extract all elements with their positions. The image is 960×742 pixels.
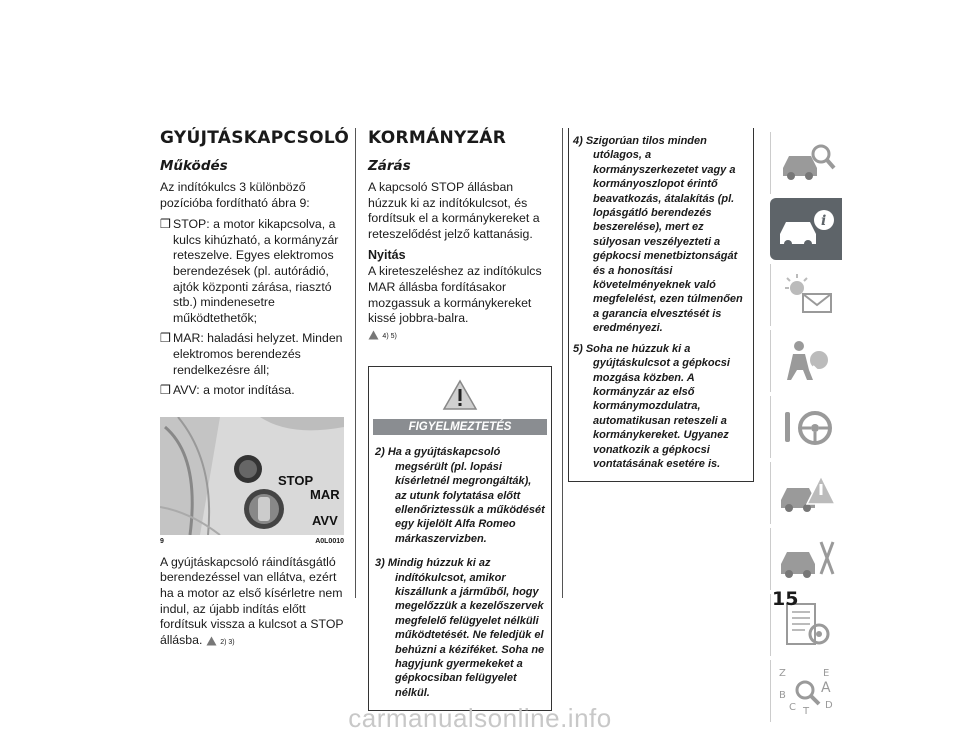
- warning-item: 5) Soha ne húzzuk ki a gyújtáskulcsot a gépkocsi mozgása közben. A kormányzár az első kormánymozdulatra, automatikusan reteszeli a kormánykereket. Ugyanez vonatkozik a gépkocsi vontatásának esetére is.: [573, 342, 730, 470]
- warning-item: 4) Szigorúan tilos minden utólagos, a kormányszerkezetet vagy a kormányoszlopot érintő beavatkozás, átalakítás (pl. lopásgátló berendezés beszerelése), mert ez súlyosan veszélyezteti a gépkocsi menetbiztonságát és a honosítási követelményeknek való megfelelést, ezen túlmenően a garancia elvesztését is eredményezi.: [573, 135, 743, 335]
- tab-car-search[interactable]: [770, 132, 843, 194]
- unlocking-text: A kireteszeléshez az indítókulcs MAR állásba fordításakor mozgassuk a kormánykereket kissé jobbra-balra. 4) 5): [368, 264, 542, 340]
- column-divider: [562, 128, 563, 598]
- subtitle-operation: Működés: [160, 158, 228, 174]
- svg-text:i: i: [821, 213, 827, 229]
- figure-code: A0L0010: [315, 537, 344, 545]
- index-letter: T: [803, 706, 810, 716]
- airbag-person-icon: [777, 336, 837, 386]
- tab-safety[interactable]: [770, 330, 843, 392]
- steering-wheel-icon: [777, 402, 837, 452]
- warning-triangle-icon: [368, 330, 379, 340]
- index-letter: C: [789, 702, 796, 713]
- index-letter: E: [823, 668, 830, 679]
- tab-lights-messages[interactable]: [770, 264, 843, 326]
- section-title-steering-lock: KORMÁNYZÁR: [368, 128, 507, 148]
- index-letter: B: [779, 690, 786, 701]
- figure-number: 9: [160, 537, 164, 545]
- warning-box-continued: [568, 128, 754, 482]
- label-mar: MAR: [310, 486, 340, 502]
- warning-item: 2) Ha a gyújtáskapcsoló megsérült (pl. lopási kísérletnél megrongálták), az utunk folytatása előtt ellenőriztessük a működését egy kijelölt Alfa Romeo márkaszervizben.: [375, 446, 545, 545]
- index-letter: D: [825, 700, 833, 711]
- warning-item: 3) Mindig húzzuk ki az indítókulcsot, amikor kiszállunk a járműből, hogy megelőzzük a kezelőszervek megfelelő felügyelet nélküli működtetését. Ne feledjük el behúzni a kéziféket. Soha ne hagyjunk gyermekeket a gépkocsiban felügyelet nélkül.: [375, 557, 545, 699]
- column-steering-lock: [368, 128, 552, 711]
- warning-box: [368, 366, 552, 711]
- footer-watermark: carmanualsonline.info: [348, 703, 612, 733]
- car-warning-icon: [777, 468, 837, 518]
- label-stop: STOP: [278, 472, 314, 488]
- chapter-tabs: [770, 132, 842, 726]
- light-message-icon: [777, 270, 837, 320]
- section-title-ignition: GYÚJTÁSKAPCSOLÓ: [160, 128, 350, 148]
- warning-triangle-icon: [206, 636, 217, 646]
- label-avv: AVV: [312, 512, 338, 528]
- outro-text: A gyújtáskapcsoló ráindításgátló berendezéssel van ellátva, ezért ha a motor az első kísérletre nem indul, az újabb indítás előtt fordítsuk vissza a kulcsot a STOP állásba. 2) 3): [160, 554, 344, 647]
- unlocking-refs: 4) 5): [382, 332, 397, 340]
- bullet-mar: ❒ MAR: haladási helyzet. Minden elektromos berendezés rendelkezésre áll;: [160, 331, 343, 377]
- tab-maintenance[interactable]: [770, 528, 843, 590]
- tab-emergency[interactable]: [770, 462, 843, 524]
- tab-car-info[interactable]: [770, 198, 842, 260]
- bullet-box-icon: ❒: [160, 217, 172, 232]
- bullet-stop: ❒ STOP: a motor kikapcsolva, a kulcs kihúzható, a kormányzár reteszelve. Egyes elektromos berendezések (pl. autórádió, ajtók központi zárása, riasztó stb.) mindenesetre működtethetők;: [160, 217, 339, 325]
- index-letter: Z: [779, 668, 786, 679]
- warning-title: FIGYELMEZTETÉS: [373, 419, 547, 435]
- tab-driving[interactable]: [770, 396, 843, 458]
- column-ignition: [160, 128, 350, 656]
- page-number: 15: [772, 588, 799, 610]
- column-divider: [355, 128, 356, 598]
- ignition-figure: [160, 417, 344, 535]
- car-info-icon: [776, 204, 836, 254]
- car-wrench-icon: [777, 534, 837, 584]
- subtitle-unlocking: Nyitás: [368, 248, 406, 263]
- intro-text: Az indítókulcs 3 különböző pozícióba fordítható ábra 9:: [160, 180, 310, 210]
- subtitle-locking: Zárás: [368, 158, 411, 174]
- bullet-box-icon: ❒: [160, 331, 172, 346]
- column-warnings-continued: [568, 128, 754, 482]
- outro-refs: 2) 3): [220, 638, 235, 646]
- car-search-icon: [777, 138, 837, 188]
- locking-text: A kapcsoló STOP állásban húzzuk ki az indítókulcsot, és fordítsuk el a kormánykereket a reteszelődést jelző kattanásig.: [368, 180, 540, 241]
- index-letter: A: [821, 680, 831, 696]
- warning-triangle-icon: [442, 379, 478, 411]
- bullet-avv: ❒ AVV: a motor indítása.: [160, 383, 295, 398]
- bullet-box-icon: ❒: [160, 383, 172, 398]
- figure-caption: [160, 538, 344, 545]
